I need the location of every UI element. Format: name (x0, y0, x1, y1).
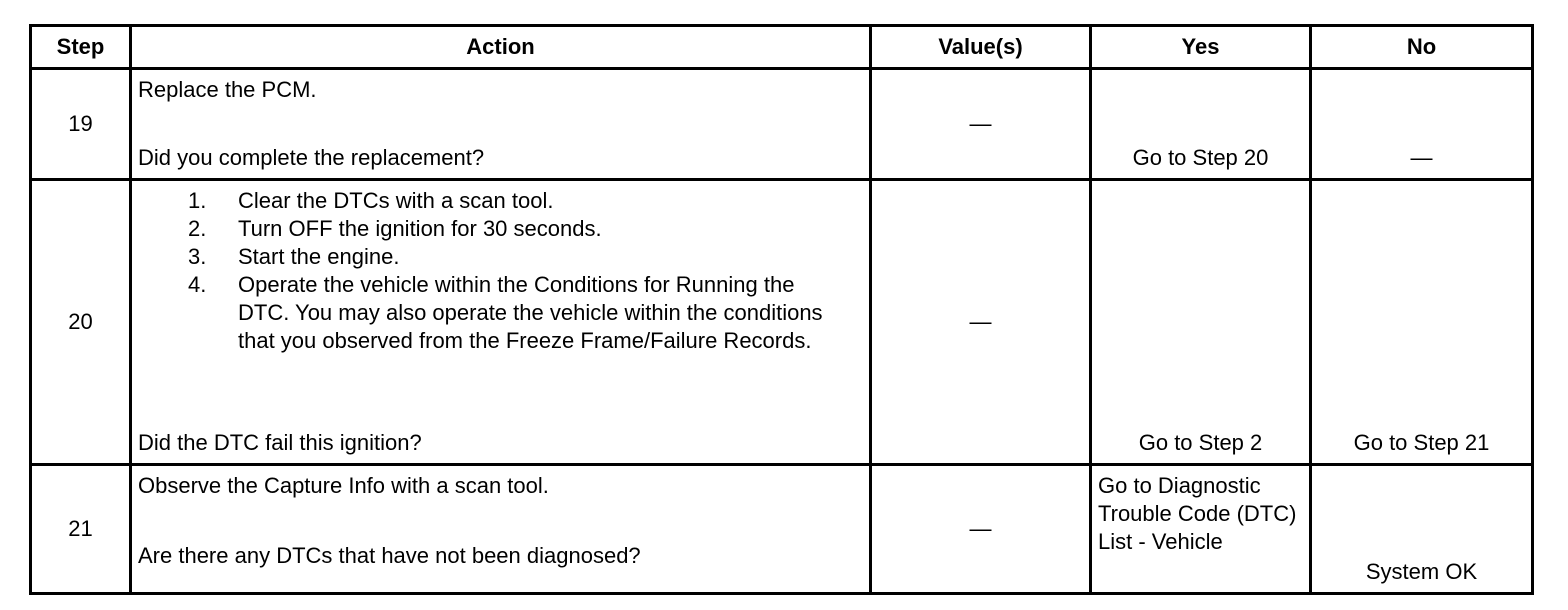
diagnostic-table (29, 24, 1534, 595)
yes-cell (1091, 69, 1311, 180)
no-cell (1311, 69, 1533, 180)
action-steps-list (138, 187, 829, 355)
list-item (138, 215, 829, 243)
list-item-number: 2. (188, 216, 207, 241)
header-row (31, 26, 1533, 69)
action-text: Observe the Capture Info with a scan tool. (138, 473, 549, 498)
table-row-19 (31, 69, 1533, 180)
yes-text: Go to Step 20 (1132, 145, 1269, 170)
no-cell (1311, 465, 1533, 594)
list-item-number: 3. (188, 244, 207, 269)
action-cell (131, 180, 871, 465)
header-action: Action (131, 26, 871, 69)
list-item (138, 187, 829, 215)
action-text: Replace the PCM. (138, 77, 317, 102)
action-question: Are there any DTCs that have not been diagnosed? (138, 543, 641, 568)
list-item-number: 4. (188, 272, 207, 297)
no-text: Go to Step 21 (1353, 430, 1490, 455)
no-cell (1311, 180, 1533, 465)
action-question: Did the DTC fail this ignition? (138, 430, 422, 455)
yes-cell (1091, 180, 1311, 465)
yes-text: Go to Step 2 (1138, 430, 1263, 455)
table-row-21 (31, 465, 1533, 594)
no-text: — (1410, 145, 1433, 170)
header-no: No (1311, 26, 1533, 69)
value-cell: — (871, 69, 1091, 180)
no-text: System OK (1365, 559, 1478, 584)
action-cell (131, 465, 871, 594)
list-item-number: 1. (188, 188, 207, 213)
header-values: Value(s) (871, 26, 1091, 69)
header-yes: Yes (1091, 26, 1311, 69)
value-cell: — (871, 180, 1091, 465)
action-cell (131, 69, 871, 180)
list-item (138, 271, 829, 355)
list-item (138, 243, 829, 271)
yes-text: Go to Diagnostic Trouble Code (DTC) List - Vehicle (1098, 473, 1297, 554)
yes-cell (1091, 465, 1311, 594)
list-item-text: Turn OFF the ignition for 30 seconds. (238, 216, 602, 241)
action-question: Did you complete the replacement? (138, 145, 485, 170)
list-item-text: Clear the DTCs with a scan tool. (238, 188, 554, 213)
value-cell: — (871, 465, 1091, 594)
table-row-20 (31, 180, 1533, 465)
list-item-text: Start the engine. (238, 244, 400, 269)
header-step: Step (31, 26, 131, 69)
list-item-text: Operate the vehicle within the Conditions for Running the DTC. You may also operate the vehicle within the conditions that you observed from the Freeze Frame/Failure Records. (238, 272, 823, 353)
step-number: 21 (31, 465, 131, 594)
step-number: 20 (31, 180, 131, 465)
step-number: 19 (31, 69, 131, 180)
